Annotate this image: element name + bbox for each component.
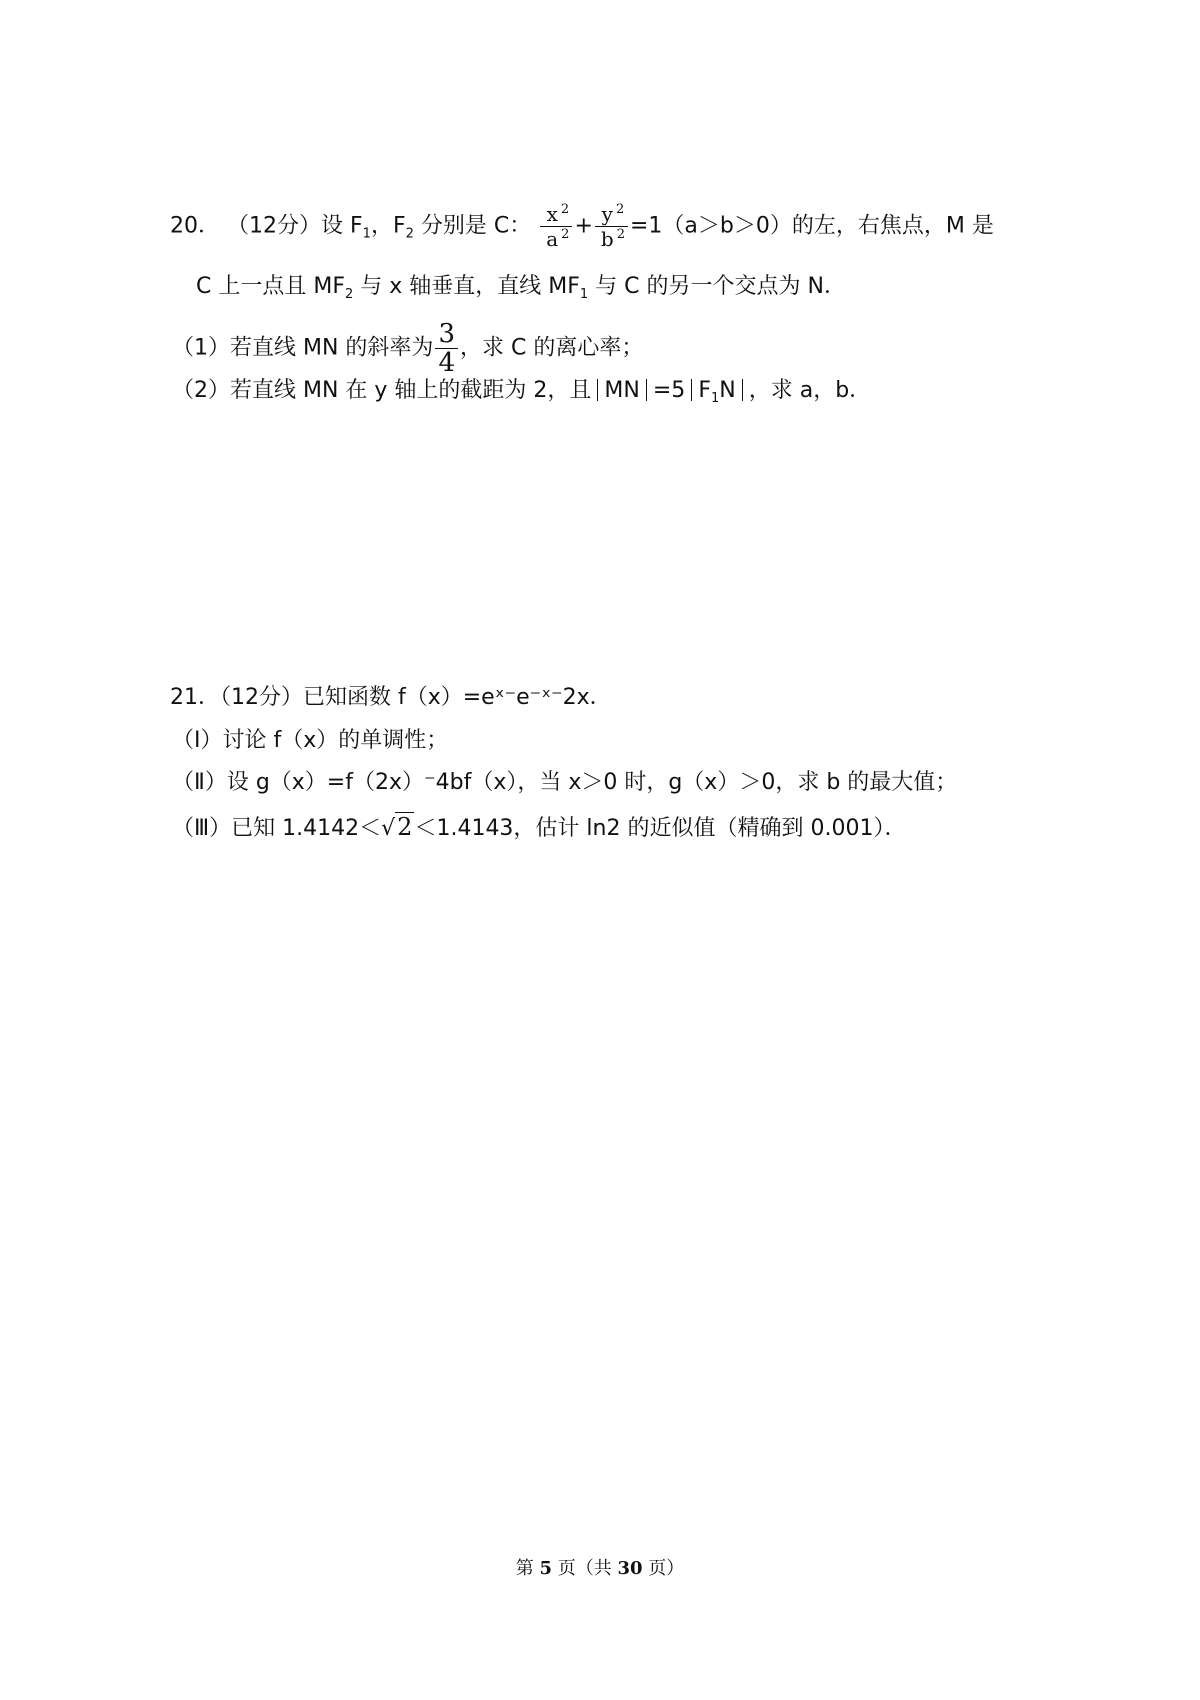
slope-fraction: $\frac{3}{4}$ — [435, 320, 458, 377]
q20-line2: C 上一点且 $MF_2$ 与 x 轴垂直，直线 $MF_1$ 与 C 的另一个交点为 N． — [196, 274, 846, 302]
q20-number: 20． — [170, 213, 220, 239]
ellipse-y-fraction: $\frac{y ^2}{b ^2}$ — [595, 202, 628, 251]
q21-part1: （Ⅰ）讨论 f（x）的单调性； — [172, 728, 449, 753]
q20-part1: （1）若直线 MN 的斜率为 $\frac{3}{4}$ ，求 C 的离心率； — [172, 319, 644, 378]
q21-part3: （Ⅲ）已知 1.4142＜√2＜1.4143，估计 ln2 的近似值（精确到 0.001）． — [172, 812, 906, 844]
q20-points: （12分） — [227, 213, 321, 239]
q20-part2: （2）若直线 MN 在 y 轴上的截距为 2，且 MN =5 $F_1N$ ，求 a，b． — [172, 378, 872, 406]
page-total: 30 — [617, 1558, 643, 1579]
page-footer: 第 5 页（共 30 页） — [515, 1558, 685, 1579]
page-number: 5 — [539, 1558, 552, 1579]
ellipse-x-fraction: $\frac{x ^2}{a ^2}$ — [540, 202, 572, 251]
q21-part2: （Ⅱ）设 g（x）=f（2x）⁻4bf（x），当 x＞0 时，g（x）＞0，求 b 的最大值； — [172, 770, 958, 795]
q20-line1: 20． （12分）设 $F_1$，$F_2$ 分别是 C： $\frac{x ^2}{a ^2}$ + $\frac{y ^2}{b ^2}$ =1（a＞b＞0）的左，右焦点，M 是 — [170, 202, 994, 251]
q21-line1: 21．（12分）已知函数 f（x）=eˣ⁻e⁻ˣ⁻2x． — [170, 685, 612, 710]
sqrt-two: √2 — [381, 813, 413, 841]
